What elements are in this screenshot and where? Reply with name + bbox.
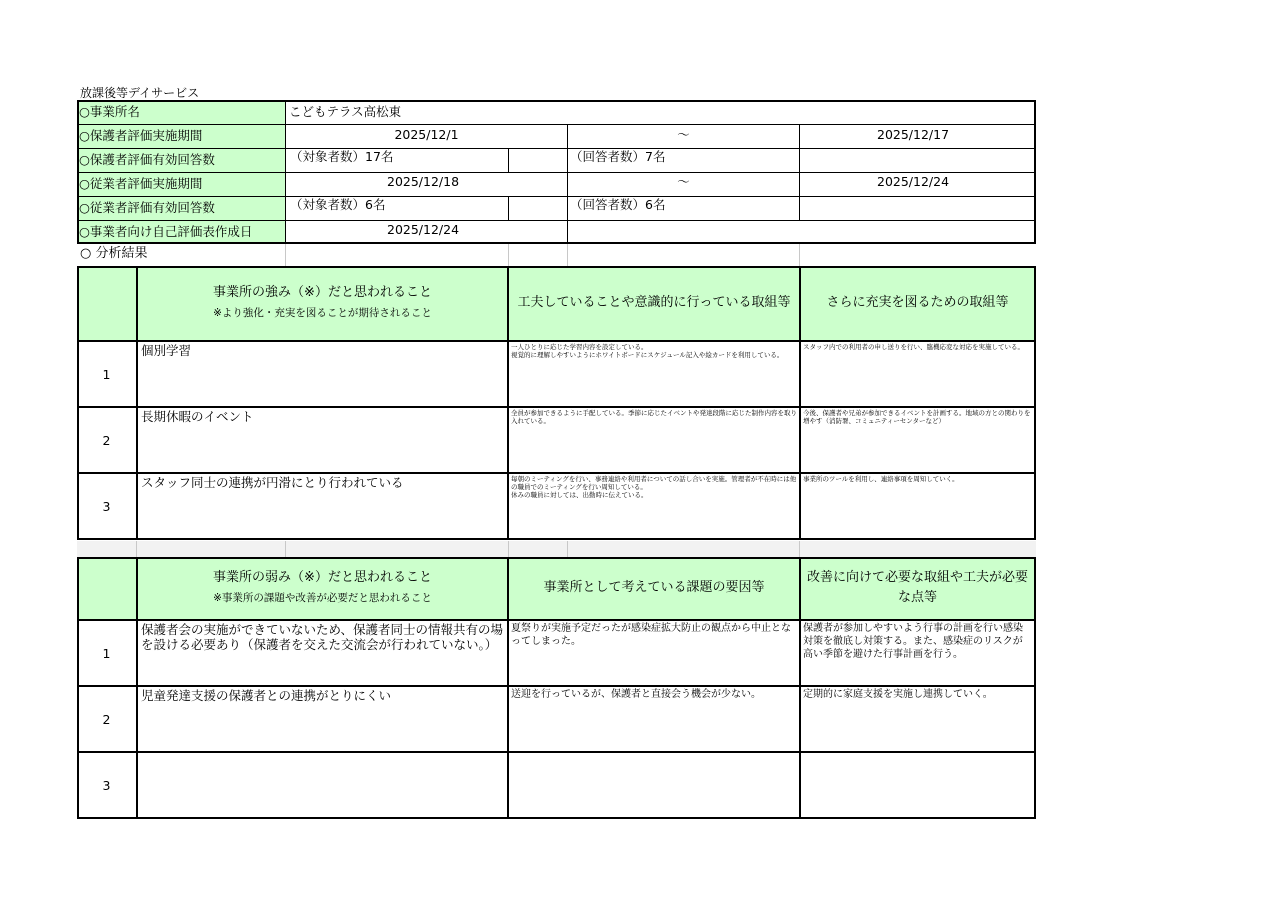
- weaknesses-header-col1: 事業所の弱み（※）だと思われること ※事業所の課題や改善が必要だと思われること: [213, 570, 432, 604]
- weakness-cause: 送迎を行っているが、保護者と直接会う機会が少ない。: [511, 689, 761, 700]
- strength-item: スタッフ同士の連携が円滑にとり行われている: [141, 475, 404, 490]
- staff-period-label: ○従業者評価実施期間: [79, 176, 203, 191]
- strength-row-number: 3: [102, 498, 111, 514]
- strength-effort: 一人ひとりに応じた学習内容を設定している。 視覚的に理解しやすいようにホワイトボードにスケジュール記入や絵カードを利用している。: [511, 343, 784, 359]
- staff-period-end: 2025/12/24: [877, 174, 950, 189]
- info-table: [77, 100, 1036, 244]
- strengths-header-col2: 工夫していることや意識的に行っている取組等: [517, 295, 791, 310]
- weakness-item: [138, 753, 507, 817]
- strength-improvement: 今後、保護者や兄弟が参加できるイベントを計画する。地域の方との関わりを増やす（消防署、コミュニティーセンターなど）: [803, 409, 1031, 425]
- strength-effort: 毎朝のミーティングを行い、事務連絡や利用者についての話し合いを実施。管理者が不在時には他の職員でのミーティングを行い周知している。 休みの職員に対しては、出勤時に伝えている。: [511, 475, 797, 499]
- staff-period-start: 2025/12/18: [387, 174, 460, 189]
- guardian-period-separator: ～: [677, 127, 690, 142]
- weaknesses-header-col3: 改善に向けて必要な取組や工夫が必要な点等: [807, 570, 1029, 605]
- staff-period-separator: ～: [677, 174, 690, 189]
- weakness-row-number: 2: [102, 711, 111, 727]
- guardian-period-end: 2025/12/17: [877, 127, 950, 142]
- strength-row-number: 1: [102, 366, 111, 382]
- weakness-cause: [509, 753, 799, 817]
- guardian-count-label: ○保護者評価有効回答数: [79, 152, 215, 167]
- strength-effort: 全員が参加できるように手配している。季節に応じたイベントや発達段階に応じた制作内容を取り入れている。: [511, 409, 797, 425]
- created-date-label: ○事業者向け自己評価表作成日: [79, 224, 253, 239]
- weaknesses-table: [77, 557, 1036, 819]
- weakness-improvement: [801, 753, 1034, 817]
- strengths-table: [77, 266, 1036, 540]
- weakness-row-number: 1: [102, 645, 111, 661]
- guardian-answered-count: （回答者数）7名: [570, 149, 666, 164]
- strength-row-number: 2: [102, 432, 111, 448]
- strength-improvement: 事業所のツールを利用し、連絡事項を周知していく。: [803, 475, 959, 483]
- weakness-row-number: 3: [102, 777, 111, 793]
- strength-item: 長期休暇のイベント: [141, 409, 254, 424]
- strengths-header-col1: 事業所の強み（※）だと思われること ※より強化・充実を図ることが期待されること: [213, 285, 432, 319]
- weaknesses-header-col2: 事業所として考えている課題の要因等: [543, 580, 765, 595]
- office-name: こどもテラス高松東: [289, 104, 402, 119]
- created-date: 2025/12/24: [387, 222, 460, 237]
- staff-answered-count: （回答者数）6名: [570, 197, 666, 212]
- weakness-item: 児童発達支援の保護者との連携がとりにくい: [141, 688, 392, 703]
- document-title: 放課後等デイサービス: [80, 86, 200, 100]
- strength-item: 個別学習: [141, 343, 192, 358]
- staff-target-count: （対象者数）6名: [290, 197, 386, 212]
- weakness-item: 保護者会の実施ができていないため、保護者同士の情報共有の場を設ける必要あり（保護者を交えた交流会が行われていない。）: [141, 622, 504, 652]
- strength-improvement: スタッフ内での利用者の申し送りを行い、臨機応変な対応を実施している。: [803, 343, 1024, 351]
- staff-count-label: ○従業者評価有効回答数: [79, 200, 215, 215]
- strengths-header-col3: さらに充実を図るための取組等: [826, 295, 1009, 310]
- analysis-result-label: ○ 分析結果: [80, 246, 148, 261]
- guardian-period-start: 2025/12/1: [394, 127, 459, 142]
- weakness-improvement: 保護者が参加しやすいよう行事の計画を行い感染対策を徹底し対策する。また、感染症のリスクが高い季節を避けた行事計画を行う。: [803, 623, 1023, 660]
- weakness-improvement: 定期的に家庭支援を実施し連携していく。: [803, 689, 993, 700]
- weakness-cause: 夏祭りが実施予定だったが感染症拡大防止の観点から中止となってしまった。: [511, 623, 791, 647]
- office-name-label: ○事業所名: [79, 104, 140, 119]
- guardian-target-count: （対象者数）17名: [290, 149, 394, 164]
- guardian-period-label: ○保護者評価実施期間: [79, 128, 203, 143]
